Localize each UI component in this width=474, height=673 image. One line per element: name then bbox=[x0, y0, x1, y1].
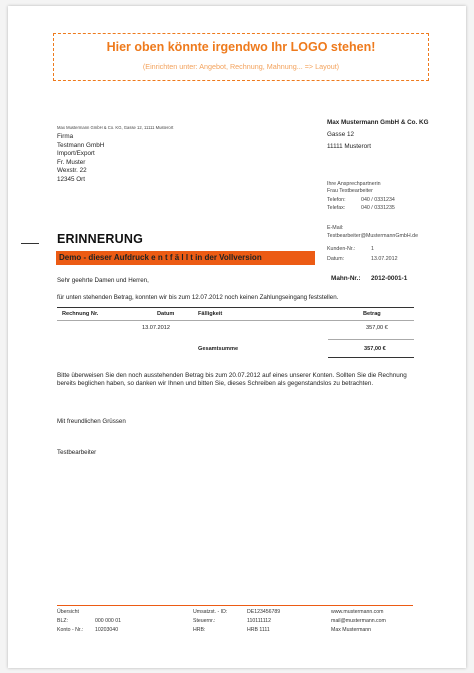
total-amount: 357,00 € bbox=[364, 346, 386, 352]
company-name: Max Mustermann GmbH & Co. KG bbox=[327, 119, 429, 126]
company-street: Gasse 12 bbox=[327, 131, 354, 138]
salutation: Sehr geehrte Damen und Herren, bbox=[57, 277, 149, 284]
total-label: Gesamtsumme bbox=[198, 346, 239, 352]
customer-no-label: Kunden-Nr.: bbox=[327, 246, 356, 252]
footer-hrb-value: HRB 1111 bbox=[247, 627, 270, 633]
sender-line: Max Mustermann GmbH & Co. KG, Gasse 12, 11111 Musterort bbox=[57, 125, 174, 130]
table-top-rule bbox=[57, 307, 414, 308]
footer-blz-label: BLZ: bbox=[57, 618, 68, 624]
logo-placeholder bbox=[53, 33, 429, 81]
recipient-line: Wexstr. 22 bbox=[57, 167, 87, 175]
fax-value: 040 / 0331235 bbox=[361, 205, 395, 211]
recipient-line: Fr. Muster bbox=[57, 158, 86, 166]
phone-label: Telefon: bbox=[327, 197, 346, 203]
total-rule bbox=[328, 357, 414, 358]
reminder-no-value: 2012-0001-1 bbox=[371, 275, 408, 282]
signature: Testbearbeiter bbox=[57, 449, 97, 456]
th-date: Datum bbox=[157, 311, 175, 317]
footer-account-label: Konto - Nr.: bbox=[57, 627, 84, 633]
footer-email[interactable]: mail@mustermann.com bbox=[331, 618, 386, 624]
demo-banner: Demo - dieser Aufdruck e n t f ä l l t in der Vollversion bbox=[56, 251, 315, 265]
fax-label: Telefax: bbox=[327, 205, 346, 211]
logo-subtitle: (Einrichten unter: Angebot, Rechnung, Mahnung... => Layout) bbox=[142, 62, 340, 71]
email-label: E-Mail: bbox=[327, 225, 344, 231]
fold-mark bbox=[21, 243, 39, 244]
document-title: ERINNERUNG bbox=[57, 232, 144, 246]
table-row-amount: 357,00 € bbox=[366, 325, 388, 331]
contact-person: Frau Testbearbeiter bbox=[327, 188, 373, 194]
footer-owner: Max Mustermann bbox=[331, 627, 372, 633]
subtotal-rule bbox=[328, 339, 414, 340]
contact-heading: Ihre Ansprechpartnerin bbox=[327, 181, 381, 187]
closing: Mit freundlichen Grüssen bbox=[57, 418, 126, 425]
recipient-line: Testmann GmbH bbox=[57, 141, 105, 149]
intro-text: für unten stehenden Betrag, konnten wir bis zum 12.07.2012 noch keinen Zahlungseingang feststellen. bbox=[57, 294, 339, 301]
table-header-rule bbox=[57, 320, 414, 321]
letter-page bbox=[8, 6, 466, 668]
table-row-date: 13.07.2012 bbox=[142, 325, 170, 331]
footer-website[interactable]: www.mustermann.com bbox=[331, 609, 384, 615]
logo-title: Hier oben könnte irgendwo Ihr LOGO stehen! bbox=[106, 40, 376, 54]
recipient-line: Firma bbox=[57, 133, 74, 140]
date-label: Datum: bbox=[327, 256, 345, 262]
payment-paragraph: Bitte überweisen Sie den noch ausstehenden Betrag bis zum 20.07.2012 auf eines unserer Konten. Sollten Sie die Rechnung bereits beglichen haben, so danken wir Ihnen und bitten Sie, dieses Schreiben als gegenstandslos zu betrachten. bbox=[57, 372, 407, 388]
th-invoice-no: Rechnung Nr. bbox=[62, 311, 99, 317]
footer-hrb-label: HRB: bbox=[193, 627, 206, 633]
date-value: 13.07.2012 bbox=[371, 256, 398, 262]
recipient-line: Import/Export bbox=[57, 150, 95, 158]
th-amount: Betrag bbox=[363, 311, 381, 317]
footer-account-value: 10203040 bbox=[95, 627, 119, 633]
footer-tax-value: 110111112 bbox=[247, 618, 272, 624]
phone-value: 040 / 0331234 bbox=[361, 197, 395, 203]
company-city: 11111 Musterort bbox=[327, 143, 371, 150]
footer-rule bbox=[57, 605, 413, 606]
footer-tax-label: Steuernr.: bbox=[193, 618, 216, 624]
reminder-no-label: Mahn-Nr.: bbox=[331, 275, 361, 282]
footer-vat-value: DE123456789 bbox=[247, 609, 281, 615]
th-due: Fälligkeit bbox=[198, 311, 223, 317]
recipient-line: 12345 Ort bbox=[57, 175, 86, 183]
footer-bank-label: Übersicht bbox=[57, 609, 79, 615]
recipient-address bbox=[57, 133, 104, 185]
footer-vat-label: Umsatzst. - ID: bbox=[193, 609, 228, 615]
footer-blz-value: 000 000 01 bbox=[95, 618, 121, 624]
email-value[interactable]: Testbearbeiter@MustermannGmbH.de bbox=[327, 233, 419, 239]
customer-no-value: 1 bbox=[371, 246, 374, 252]
